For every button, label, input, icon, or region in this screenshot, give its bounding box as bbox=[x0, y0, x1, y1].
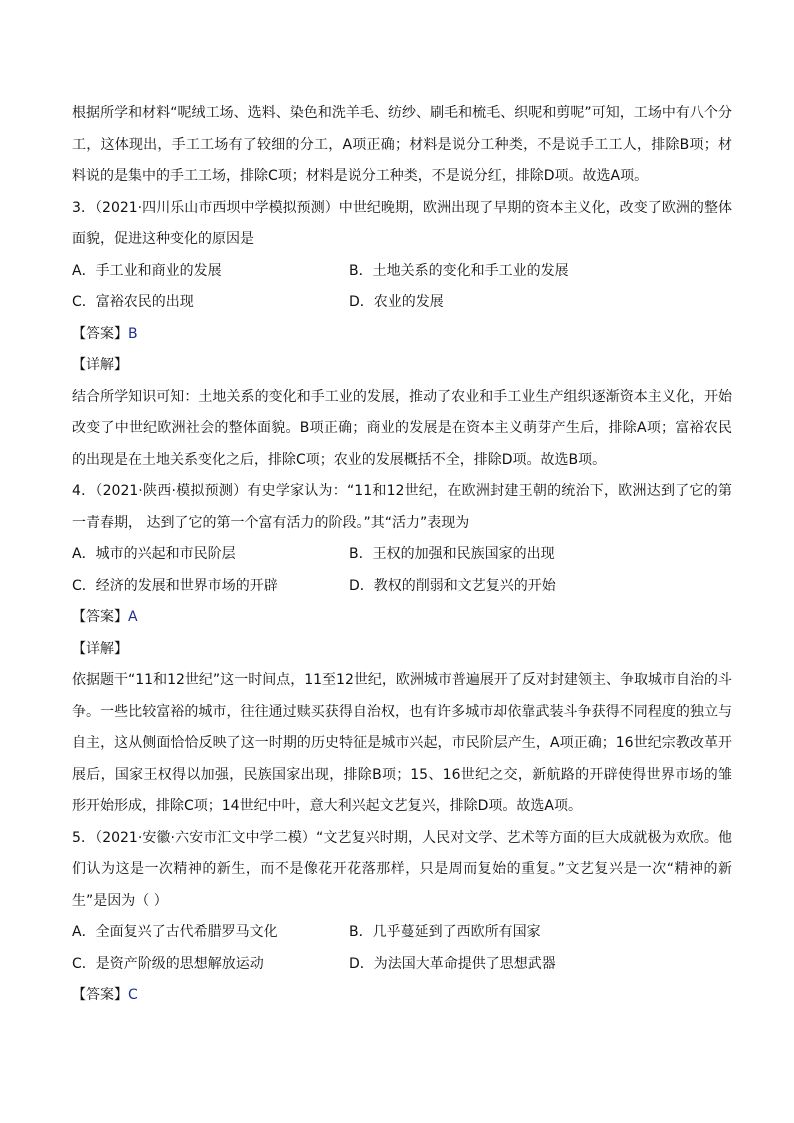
answer-value: A bbox=[128, 609, 138, 625]
option-a: A．城市的兴起和市民阶层 bbox=[72, 546, 236, 562]
detail-text: 结合所学知识可知：土地关系的变化和手工业的发展，推动了农业和手工业生产组织逐渐资本主义化，开始改变了中世纪欧洲社会的整体面貌。B项正确；商业的发展是在资本主义萌芽产生后，排除A项；富裕农民的出现是在土地关系变化之后，排除C项；农业的发展概括不全，排除D项。故选B项。 bbox=[72, 388, 732, 468]
detail-label: 【详解】 bbox=[72, 640, 128, 657]
detail-text: 依据题干“11和12世纪”这一时间点，11至12世纪，欧洲城市普遍展开了反对封建领主、争取城市自治的斗争。一些比较富裕的城市，往往通过赎买获得自治权，也有许多城市却依靠武装斗争获得不同程度的独立与自主，这从侧面恰恰反映了这一时期的历史特征是城市兴起，市民阶层产生，A项正确；16世纪宗教改革开展后，国家王权得以加强，民族国家出现，排除B项；15、16世纪之交，新航路的开辟使得世界市场的雏形开始形成，排除C项；14世纪中叶，意大利兴起文艺复兴，排除D项。故选A项。 bbox=[72, 672, 732, 814]
option-d: D．农业的发展 bbox=[349, 294, 444, 310]
options-row bbox=[72, 256, 732, 288]
option-c: C．经济的发展和世界市场的开辟 bbox=[72, 577, 278, 594]
options-row bbox=[72, 571, 732, 603]
answer-label: 【答案】 bbox=[72, 609, 128, 625]
option-b: B．几乎蔓延到了西欧所有国家 bbox=[349, 924, 541, 940]
question-stem: 5．（2021·安徽·六安市汇文中学二模）“文艺复兴时期，人民对文学、艺术等方面的巨大成就极为欢欣。他们认为这是一次精神的新生，而不是像花开花落那样，只是周而复始的重复。”文艺复兴是一次“精神的新生”是因为（ ） bbox=[72, 829, 732, 909]
answer-line bbox=[72, 319, 732, 351]
detail-label: 【详解】 bbox=[72, 357, 128, 373]
options-row bbox=[72, 917, 732, 949]
option-c: C．富裕农民的出现 bbox=[72, 294, 194, 310]
question-stem: 3．（2021·四川乐山市西坝中学模拟预测）中世纪晚期，欧洲出现了早期的资本主义化，改变了欧洲的整体面貌，促进这种变化的原因是 bbox=[72, 199, 732, 247]
option-d: D．教权的削弱和文艺复兴的开始 bbox=[349, 577, 556, 594]
option-a: A．手工业和商业的发展 bbox=[72, 262, 222, 279]
option-c: C．是资产阶级的思想解放运动 bbox=[72, 955, 264, 972]
answer-label: 【答案】 bbox=[72, 325, 128, 342]
question-stem: 4．（2021·陕西·模拟预测）有史学家认为：“11和12世纪，在欧洲封建王朝的统治下，欧洲达到了它的第一青春期， 达到了它的第一个富有活力的阶段。”其“活力”表现为 bbox=[72, 483, 732, 531]
answer-line bbox=[72, 602, 732, 634]
answer-value: B bbox=[128, 325, 138, 342]
options-row bbox=[72, 539, 732, 571]
page-content bbox=[72, 98, 732, 1012]
option-b: B．土地关系的变化和手工业的发展 bbox=[349, 262, 569, 279]
answer-label: 【答案】 bbox=[72, 987, 128, 1003]
option-d: D．为法国大革命提供了思想武器 bbox=[349, 955, 556, 972]
question-4 bbox=[72, 476, 732, 823]
option-b: B．王权的加强和民族国家的出现 bbox=[349, 546, 555, 562]
option-a: A．全面复兴了古代希腊罗马文化 bbox=[72, 924, 278, 940]
q2-explanation: 根据所学和材料“呢绒工场、选料、染色和洗羊毛、纺纱、刷毛和梳毛、织呢和剪呢”可知，工场中有八个分工，这体现出，手工工场有了较细的分工，A项正确；材料是说分工种类，不是说手工工人，排除B项；材料说的是集中的手工工场，排除C项；材料是说分工种类，不是说分红，排除D项。故选A项。 bbox=[72, 105, 732, 184]
options-row bbox=[72, 287, 732, 319]
options-row bbox=[72, 949, 732, 981]
answer-value: C bbox=[128, 987, 138, 1003]
question-5 bbox=[72, 823, 732, 1012]
answer-line bbox=[72, 980, 732, 1012]
question-3 bbox=[72, 193, 732, 477]
